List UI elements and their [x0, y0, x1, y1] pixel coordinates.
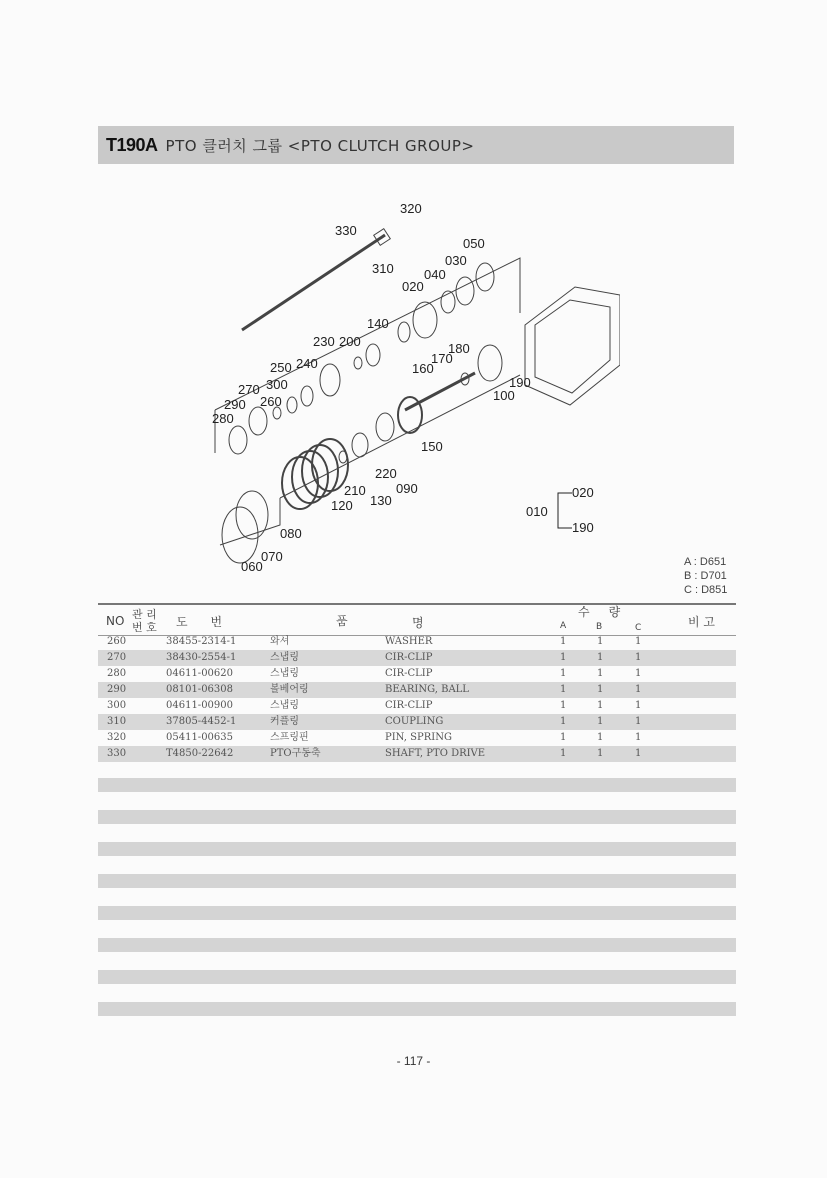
col-name-right: 명	[412, 616, 424, 630]
callout-130: 130	[370, 493, 392, 508]
callout-040: 040	[424, 267, 446, 282]
empty-row-stripe	[98, 810, 736, 824]
parts-table-body	[98, 634, 736, 762]
empty-row-stripe	[98, 938, 736, 952]
callout-330: 330	[335, 223, 357, 238]
callout-020: 020	[402, 279, 424, 294]
empty-row-stripe	[98, 778, 736, 792]
section-title: PTO 클러치 그룹 <PTO CLUTCH GROUP>	[165, 136, 475, 155]
callout-300: 300	[266, 377, 288, 392]
callout-200: 200	[339, 334, 361, 349]
callout-080: 080	[280, 526, 302, 541]
callout-220: 220	[375, 466, 397, 481]
empty-row-stripe	[98, 906, 736, 920]
col-mgmt-top: 관 리	[132, 608, 157, 621]
section-title-bar	[98, 126, 734, 164]
callout-160: 160	[412, 361, 434, 376]
assembly-bottom: 190	[572, 520, 594, 535]
callout-260: 260	[260, 394, 282, 409]
col-qty-b: B	[596, 622, 603, 632]
callout-140: 140	[367, 316, 389, 331]
callout-100: 100	[493, 388, 515, 403]
callout-070: 070	[261, 549, 283, 564]
callout-150: 150	[421, 439, 443, 454]
exploded-parts-diagram	[180, 195, 620, 585]
col-mgmt-bottom: 번 호	[132, 621, 157, 634]
model-a: A : D651	[684, 556, 727, 568]
empty-row-stripe	[98, 874, 736, 888]
model-legend	[684, 555, 744, 597]
callout-320: 320	[400, 201, 422, 216]
assembly-main: 010	[526, 504, 548, 519]
col-remarks: 비 고	[688, 615, 715, 629]
assembly-top: 020	[572, 485, 594, 500]
callout-190: 190	[509, 375, 531, 390]
section-code: T190A	[106, 134, 158, 155]
table-row: 280 04611-00620 스냅링 CIR-CLIP 1 1 1	[107, 668, 642, 679]
callout-050: 050	[463, 236, 485, 251]
col-qty-c: C	[635, 623, 642, 633]
table-row: 330 T4850-22642 PTO구동축 SHAFT, PTO DRIVE 1 1 1	[98, 746, 736, 762]
callout-090: 090	[396, 481, 418, 496]
parts-table-header	[98, 603, 736, 636]
table-row: 260 38455-2314-1 와셔 WASHER 1 1 1	[107, 636, 642, 647]
callout-310: 310	[372, 261, 394, 276]
empty-row-stripe	[98, 970, 736, 984]
model-b: B : D701	[684, 570, 727, 582]
table-row: 300 04611-00900 스냅링 CIR-CLIP 1 1 1	[107, 700, 642, 711]
empty-row-stripe	[98, 842, 736, 856]
model-c: C : D851	[684, 584, 728, 596]
col-no: NO	[106, 614, 125, 628]
callout-120: 120	[331, 498, 353, 513]
col-qty: 수 량	[578, 605, 621, 619]
callout-230: 230	[313, 334, 335, 349]
table-row: 320 05411-00635 스프링핀 PIN, SPRING 1 1 1	[107, 732, 642, 743]
callout-280: 280	[212, 411, 234, 426]
col-drawing: 도 번	[176, 615, 223, 629]
page-number: - 117 -	[396, 1054, 431, 1068]
callout-210: 210	[344, 483, 366, 498]
callout-170: 170	[431, 351, 453, 366]
callout-180: 180	[448, 341, 470, 356]
table-row: 270 38430-2554-1 스냅링 CIR-CLIP 1 1 1	[98, 650, 736, 666]
callout-250: 250	[270, 360, 292, 375]
table-row: 290 08101-06308 볼베어링 BEARING, BALL 1 1 1	[98, 682, 736, 698]
callout-240: 240	[296, 356, 318, 371]
table-row: 310 37805-4452-1 커플링 COUPLING 1 1 1	[98, 714, 736, 730]
callout-060: 060	[241, 559, 263, 574]
col-qty-a: A	[560, 621, 567, 631]
empty-row-stripe	[98, 1002, 736, 1016]
callout-290: 290	[224, 397, 246, 412]
col-name-left: 품	[336, 614, 348, 628]
callout-270: 270	[238, 382, 260, 397]
callout-030: 030	[445, 253, 467, 268]
